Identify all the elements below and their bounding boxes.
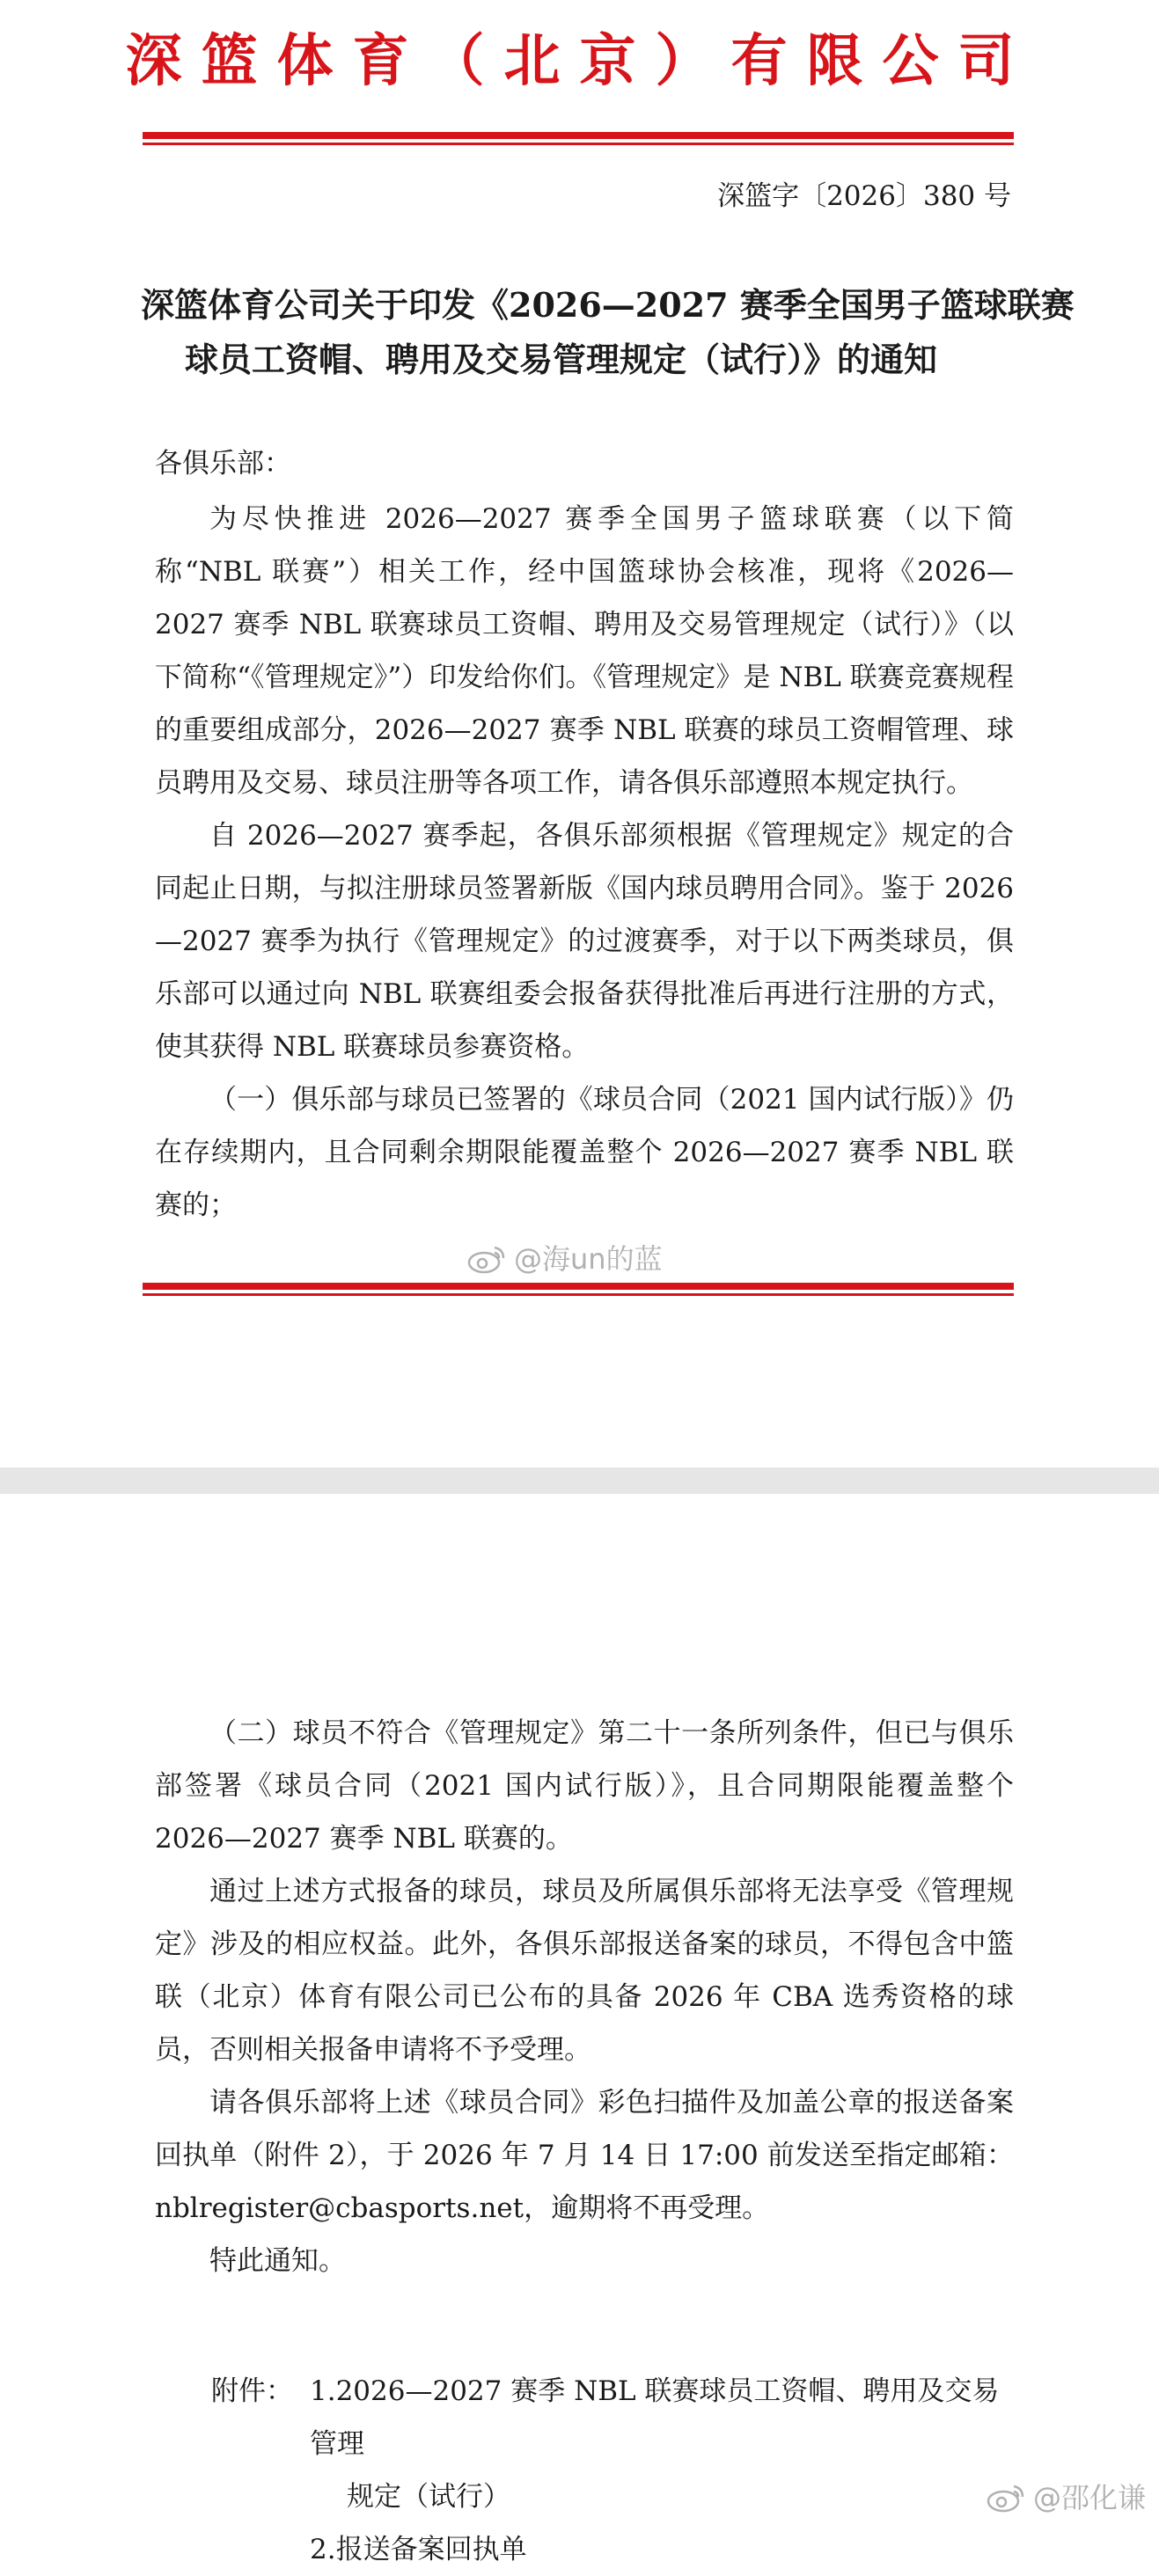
body-text-page-1: [155, 493, 1014, 1232]
document-number: 深篮字〔2026〕380 号: [717, 180, 1011, 212]
attachment-item-2: 2.报送备案回执单: [310, 2534, 527, 2565]
watermark-text: @邵化谦: [1033, 2481, 1147, 2514]
document-title-line-2: 球员工资帽、聘用及交易管理规定（试行）》的通知: [185, 340, 938, 379]
letterhead-rule-thin: [143, 143, 1014, 145]
salutation: 各俱乐部：: [155, 448, 291, 479]
paragraph: （一）俱乐部与球员已签署的《球员合同（2021 国内试行版）》仍在存续期内，且合同剩余期限能覆盖整个 2026—2027 赛季 NBL 联赛的；: [155, 1084, 1014, 1221]
footer-rule-thin: [143, 1293, 1014, 1296]
weibo-logo-icon: [466, 1244, 507, 1274]
paragraph: 特此通知。: [209, 2245, 346, 2277]
attachments-label: 附件：: [211, 2375, 293, 2407]
attachments-list: [211, 2365, 1021, 2576]
paragraph: 请各俱乐部将上述《球员合同》彩色扫描件及加盖公章的报送备案回执单（附件 2），于 2026 年 7 月 14 日 17:00 前发送至指定邮箱：nblregister@cbasports.net，逾期将不再受理。: [155, 2087, 1014, 2224]
paragraph: 为尽快推进 2026—2027 赛季全国男子篮球联赛（以下简称“NBL 联赛”）相关工作，经中国篮球协会核准，现将《2026—2027 赛季 NBL 联赛球员工资帽、聘用及交易管理规定（试行）》（以下简称“《管理规定》”）印发给你们。《管理规定》是 NBL 联赛竞赛规程的重要组成部分，2026—2027 赛季 NBL 联赛的球员工资帽管理、球员聘用及交易、球员注册等各项工作，请各俱乐部遵照本规定执行。: [155, 503, 1014, 799]
letterhead-org-name: 深篮体育（北京）有限公司: [125, 29, 1034, 94]
paragraph: 自 2026—2027 赛季起，各俱乐部须根据《管理规定》规定的合同起止日期，与拟注册球员签署新版《国内球员聘用合同》。鉴于 2026—2027 赛季为执行《管理规定》的过渡赛季，对于以下两类球员，俱乐部可以通过向 NBL 联赛组委会报备获得批准后再进行注册的方式，使其获得 NBL 联赛球员参赛资格。: [155, 820, 1014, 1063]
paragraph: （二）球员不符合《管理规定》第二十一条所列条件，但已与俱乐部签署《球员合同（2021 国内试行版）》，且合同期限能覆盖整个 2026—2027 赛季 NBL 联赛的。: [155, 1717, 1014, 1855]
letterhead-rule-thick: [143, 132, 1014, 139]
footer-rule-thick: [143, 1283, 1014, 1290]
document-title: [141, 278, 1075, 387]
watermark: [466, 1244, 663, 1274]
watermark-text: @海un的蓝: [514, 1242, 663, 1276]
paragraph: 通过上述方式报备的球员，球员及所属俱乐部将无法享受《管理规定》涉及的相应权益。此外，各俱乐部报送备案的球员，不得包含中篮联（北京）体育有限公司已公布的具备 2026 年 CBA 选秀资格的球员，否则相关报备申请将不予受理。: [155, 1876, 1014, 2066]
watermark: [986, 2483, 1146, 2513]
attachment-item-1-continued: 规定（试行）: [347, 2481, 510, 2513]
body-text-page-2: [155, 1707, 1014, 2287]
attachment-item-1: 1.2026—2027 赛季 NBL 联赛球员工资帽、聘用及交易管理: [310, 2375, 1000, 2460]
document-title-line-1: 深篮体育公司关于印发《2026—2027 赛季全国男子篮球联赛: [141, 285, 1075, 325]
weibo-logo-icon: [986, 2483, 1026, 2513]
page-separator: [0, 1467, 1159, 1494]
